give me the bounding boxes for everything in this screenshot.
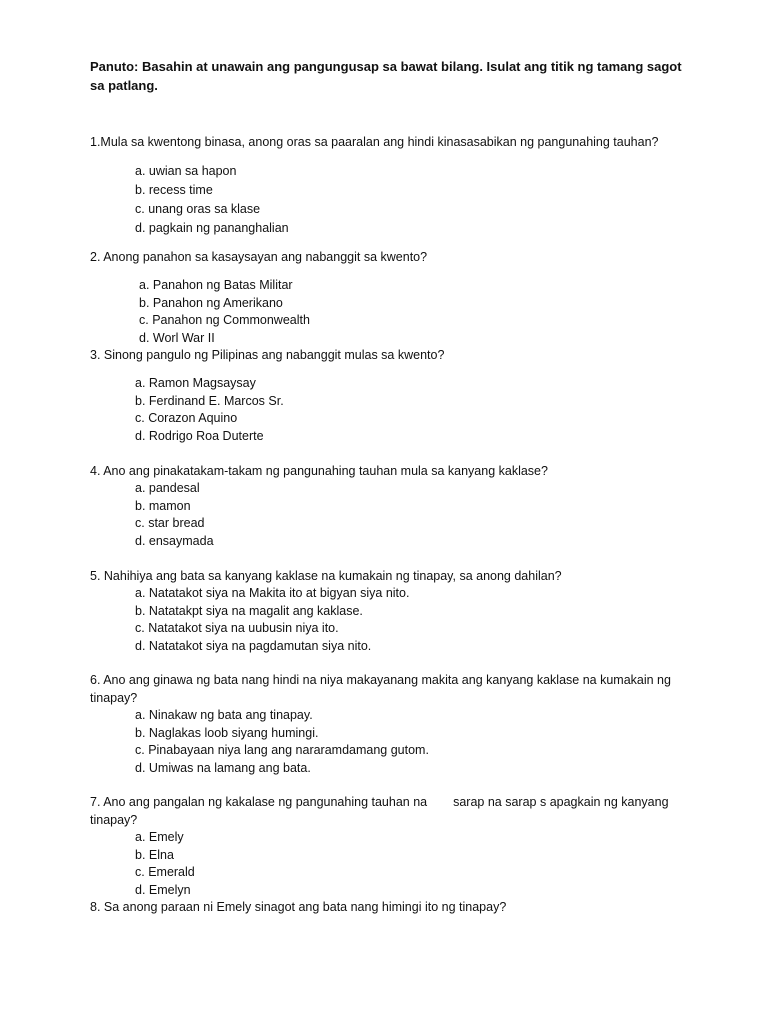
option-a: a. pandesal bbox=[135, 481, 200, 495]
question-stem: 8. Sa anong paraan ni Emely sinagot ang bata nang himingi ito ng tinapay? bbox=[90, 900, 507, 914]
question-stem: 4. Ano ang pinakatakam-takam ng pangunahing tauhan mula sa kanyang kaklase? bbox=[90, 464, 548, 478]
option-list bbox=[135, 375, 680, 445]
question-3 bbox=[90, 346, 680, 445]
question-8 bbox=[90, 898, 680, 916]
option-c: c. Pinabayaan niya lang ang nararamdamang gutom. bbox=[135, 743, 429, 757]
option-b: b. Elna bbox=[135, 847, 174, 862]
question-5 bbox=[90, 567, 680, 655]
option-a: a. Ramon Magsaysay bbox=[135, 376, 256, 390]
option-c: c. Natatakot siya na uubusin niya ito. bbox=[135, 621, 339, 635]
question-stem-part-2: sarap na sarap s apagkain ng kanyang tinapay? bbox=[90, 795, 669, 827]
question-4 bbox=[90, 462, 680, 550]
question-stem: 1.Mula sa kwentong binasa, anong oras sa paaralan ang hindi kinasasabikan ng pangunahing tauhan? bbox=[90, 135, 659, 149]
option-b: b. recess time bbox=[135, 183, 213, 197]
option-c: c. unang oras sa klase bbox=[135, 202, 261, 216]
option-a: a. Emely bbox=[135, 830, 184, 844]
option-d: d. pagkain ng pananghalian bbox=[135, 221, 289, 235]
option-list bbox=[135, 162, 680, 238]
option-list bbox=[135, 707, 680, 777]
option-a: a. Natatakot siya na Makita ito at bigyan siya nito. bbox=[135, 586, 410, 600]
option-a: a. Panahon ng Batas Militar bbox=[139, 278, 293, 292]
option-c: c. star bread bbox=[135, 516, 205, 530]
question-stem bbox=[90, 793, 680, 829]
option-list bbox=[135, 480, 680, 550]
option-d: d. Rodrigo Roa Duterte bbox=[135, 428, 264, 443]
option-c: c. Corazon Aquino bbox=[135, 411, 238, 425]
option-d: d. Emelyn bbox=[135, 882, 191, 897]
option-b: b. Panahon ng Amerikano bbox=[139, 295, 283, 310]
option-list bbox=[135, 829, 680, 899]
option-d: d. Umiwas na lamang ang bata. bbox=[135, 760, 311, 775]
option-b: b. mamon bbox=[135, 498, 191, 513]
option-c: c. Panahon ng Commonwealth bbox=[139, 313, 310, 327]
option-b: b. Naglakas loob siyang humingi. bbox=[135, 725, 319, 740]
question-2 bbox=[90, 248, 680, 347]
option-a: a. Ninakaw ng bata ang tinapay. bbox=[135, 708, 313, 722]
option-d: d. ensaymada bbox=[135, 533, 214, 548]
question-stem: 2. Anong panahon sa kasaysayan ang nabanggit sa kwento? bbox=[90, 250, 428, 264]
option-a: a. uwian sa hapon bbox=[135, 164, 237, 178]
option-list bbox=[135, 585, 680, 655]
option-list bbox=[139, 277, 680, 347]
option-d: d. Natatakot siya na pagdamutan siya nito. bbox=[135, 638, 372, 653]
option-b: b. Ferdinand E. Marcos Sr. bbox=[135, 393, 284, 408]
option-c: c. Emerald bbox=[135, 865, 195, 879]
question-stem: 5. Nahihiya ang bata sa kanyang kaklase na kumakain ng tinapay, sa anong dahilan? bbox=[90, 569, 562, 583]
question-6 bbox=[90, 671, 680, 777]
question-7 bbox=[90, 793, 680, 899]
question-stem: 6. Ano ang ginawa ng bata nang hindi na niya makayanang makita ang kanyang kaklase na kumakain ng tinapay? bbox=[90, 673, 671, 705]
question-1 bbox=[90, 133, 680, 238]
question-stem: 3. Sinong pangulo ng Pilipinas ang nabanggit mulas sa kwento? bbox=[90, 348, 445, 362]
instructions: Panuto: Basahin at unawain ang pangungusap sa bawat bilang. Isulat ang titik ng tamang sagot sa patlang. bbox=[90, 59, 682, 93]
question-stem-part-1: 7. Ano ang pangalan ng kakalase ng pangunahing tauhan na bbox=[90, 795, 428, 809]
option-d: d. Worl War II bbox=[139, 330, 215, 345]
option-b: b. Natatakpt siya na magalit ang kaklase. bbox=[135, 603, 363, 618]
